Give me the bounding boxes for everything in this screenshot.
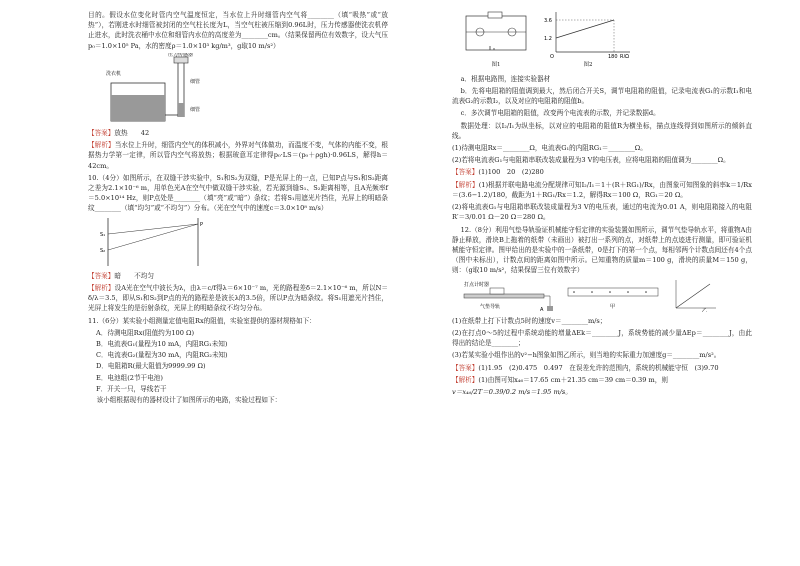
answer-4: 【答案】(1)1.95 (2)0.475 0.497 在误差允许的范围内，系统的机械能守恒 (3)9.70 — [452, 363, 719, 372]
option-a: A．待测电阻Rx(阻值约为100 Ω) — [96, 328, 195, 337]
graph-origin: O — [550, 54, 554, 58]
label-timer: 打点计时器 — [464, 281, 490, 288]
graph-y-tick-1: 3.6 — [544, 18, 552, 24]
explanation-4-equation: v＝x₄₆/2T＝0.39/0.2 m/s＝1.95 m/s。 — [452, 387, 572, 396]
answer-3: 【答案】(1)100 20 (2)280 — [452, 168, 544, 177]
question-12-part-3: (3)若某实验小组作出的v²−h图象如图乙所示，则当地的实际重力加速度g＝________m/s²。 — [452, 351, 721, 360]
step-a: a．根据电路图，连接实验器材 — [460, 74, 551, 83]
explanation-4: 【解析】(1)由图可知x₄₆＝17.65 cm＋21.35 cm＝39 cm＝0.39 m，则 — [452, 375, 668, 384]
answer-2: 【答案】暗 不均匀 — [88, 271, 154, 280]
graph-y-tick-2: 1.2 — [544, 36, 552, 42]
label-sensor: 压力传感器 — [168, 52, 194, 58]
graph-caption: 图2 — [583, 62, 593, 69]
answer-1: 【答案】放热 42 — [88, 128, 150, 137]
v2-h-graph — [672, 278, 718, 312]
svg-text:S₂: S₂ — [100, 247, 106, 254]
label-yi: 乙 — [702, 307, 708, 312]
option-b: B．电流表G₁(量程为10 mA，内阻RG₁未知) — [96, 339, 228, 348]
question-12-part-2: (2)在打点0～5的过程中系统动能的增量ΔEk＝________J，系统势能的减少量ΔEp＝________J，由此得出的结论是________； — [452, 328, 752, 348]
air-track-figures — [460, 278, 752, 312]
explanation-tag: 【解析】 — [88, 141, 115, 150]
option-f: F．开关一只，导线若干 — [96, 384, 167, 393]
graph-figure — [542, 10, 634, 70]
label-weight-a: A — [540, 306, 544, 312]
explanation-3: 【解析】(1)根据并联电路电流分配规律可知I₂/I₁＝1＋(R＋RG₁)/Rx，由图象可知图象的斜率k＝1/Rx＝(3.6−1.2)/180，截距为1＋RG₁/Rx＝1.2，解得Rx＝100 Ω，RG₁＝20 Ω。 — [452, 180, 752, 199]
explanation-2: 【解析】设A光在空气中波长为λ，由λ＝c/f得λ＝6×10⁻⁷ m，光的路程差δ＝2.1×10⁻⁶ m，所以N＝δ/λ＝3.5，即从S₁和S₂到P点的光的路程差是波长λ的3.5倍，所以P点为暗条纹。将S₁用遮光片挡住，光屏上将发生的是衍射条纹，光屏上的明暗条纹不均匀分布。 — [88, 283, 388, 313]
step-b: b．先将电阻箱的阻值调到最大，然后闭合开关S，调节电阻箱的阻值，记录电流表G₁的示数I₁和电流表G₂的示数I₂，以及对应的电阻箱的阻值b。 — [452, 86, 752, 106]
question-11-part-2: (2)若将电流表G₁与电阻箱串联改装成量程为3 V的电压表，应将电阻箱的阻值调为________Ω。 — [452, 156, 730, 165]
option-c: C．电流表G₂(量程为30 mA，内阻RG₂未知) — [96, 351, 228, 360]
circuit-and-graph — [460, 10, 752, 70]
option-e: E．电池组(2节干电池) — [96, 373, 163, 382]
question-10-text: 10.（4分）如图所示，在双缝干涉实验中，S₁和S₂为双缝，P是光屏上的一点，已知P点与S₁和S₂距离之差为2.1×10⁻⁶ m，用单色光A在空气中做双缝干涉实验，若光源到缝S₁、S₂距离相等，且A光频率f＝5.0×10¹⁴ Hz，则P点处是________（填“亮”或“暗”）条纹；若将S₁用遮光片挡住，光屏上的明暗条纹________（填“均匀”或“不均匀”）分布。（光在空气中的速度c＝3.0×10⁸ m/s） — [88, 173, 388, 213]
question-12-part-1: (1)在纸带上打下计数点5时的速度v＝________m/s； — [452, 316, 607, 325]
svg-text:P: P — [200, 221, 204, 228]
graph-x-tick: 180 — [608, 54, 618, 58]
label-jia: 甲 — [610, 303, 616, 310]
explanation-1: 【解析】当水位上升时，细管内空气的体积减小，外界对气体做功，而温度不变，气体的内能不变，根据热力学第一定律，所以管内空气将放热；根据玻意耳定律得p₀·LS＝(p₀＋ρgh)·0.96LS，解得h＝42cm。 — [88, 141, 389, 170]
left-column — [88, 10, 388, 407]
circuit-caption: 图1 — [491, 62, 501, 69]
svg-text:S₁: S₁ — [100, 231, 106, 238]
question-9-text: 目的。假设水位变化时管内空气温度恒定，当水位上升时细管内空气将________（填“吸热”或“放热”），若刚进水时细管被封闭的空气柱长度为L，当空气柱被压缩到0.96L时，压力传感器使洗衣机停止进水，此时洗衣桶中水位和细管内水位的高度差为________cm。（结果保留两位有效数字，设大气压p₀＝1.0×10⁵ Pa，水的密度ρ＝1.0×10³ kg/m³，g取10 m/s²） — [88, 11, 388, 50]
question-12-text: 12.（8分）利用气垫导轨验证机械能守恒定律的实验装置如图所示，调节气垫导轨水平，将重物A由静止释放，滑块B上拖着的纸带（未画出）被打出一系列的点，对纸带上的点迹进行测量，即可验证机械能守恒定律。图甲给出的是实验中的一条纸带，0是打下的第一个点，每相邻两个计数点间还有4个点（图中未标出），计数点间的距离如图中所示。已知重物的质量m＝100 g，滑块的质量M＝150 g，则：（g取10 m/s²，结果保留三位有效数字） — [452, 225, 752, 275]
explanation-3b: (2)将电流表G₁与电阻箱串联改装成量程为3 V的电压表，通过的电流为0.01 A，则电阻箱接入的电阻R′＝3/0.01 Ω－20 Ω＝280 Ω。 — [452, 203, 752, 222]
right-column — [452, 10, 752, 399]
label-pipe: 细管 — [190, 78, 201, 85]
question-11-part-1: (1)待测电阻Rx＝________Ω，电流表G₁的内阻RG₁＝________Ω。 — [452, 144, 647, 153]
answer-tag: 【答案】 — [88, 128, 115, 137]
circuit-figure — [460, 10, 532, 70]
washer-tube-figure — [106, 53, 216, 125]
label-air-track: 气垫导轨 — [480, 303, 501, 310]
graph-x-axis-label: R/Ω — [620, 54, 629, 58]
step-c: c．多次调节电阻箱的阻值，改变两个电流表的示数，并记录数据d。 — [460, 109, 660, 118]
question-11-text: 11.（6分）某实验小组测量定值电阻Rx的阻值，实验室提供的器材规格如下： — [88, 316, 316, 325]
label-water: 细管 — [190, 106, 201, 113]
data-processing: 数据处理：以I₂/I₁为纵坐标，以对应的电阻箱的阻值R为横坐标，描点连线得到如图所示的倾斜直线。 — [452, 121, 752, 140]
label-washer: 洗衣机 — [106, 70, 122, 77]
double-slit-figure — [98, 216, 208, 268]
air-track-figure — [460, 278, 556, 312]
tape-figure — [566, 278, 662, 312]
question-11-tail: 该小组根据现有的器材设计了如图所示的电路，实验过程如下： — [96, 396, 282, 405]
option-d: D．电阻箱R(最大阻值为9999.99 Ω) — [96, 362, 206, 371]
